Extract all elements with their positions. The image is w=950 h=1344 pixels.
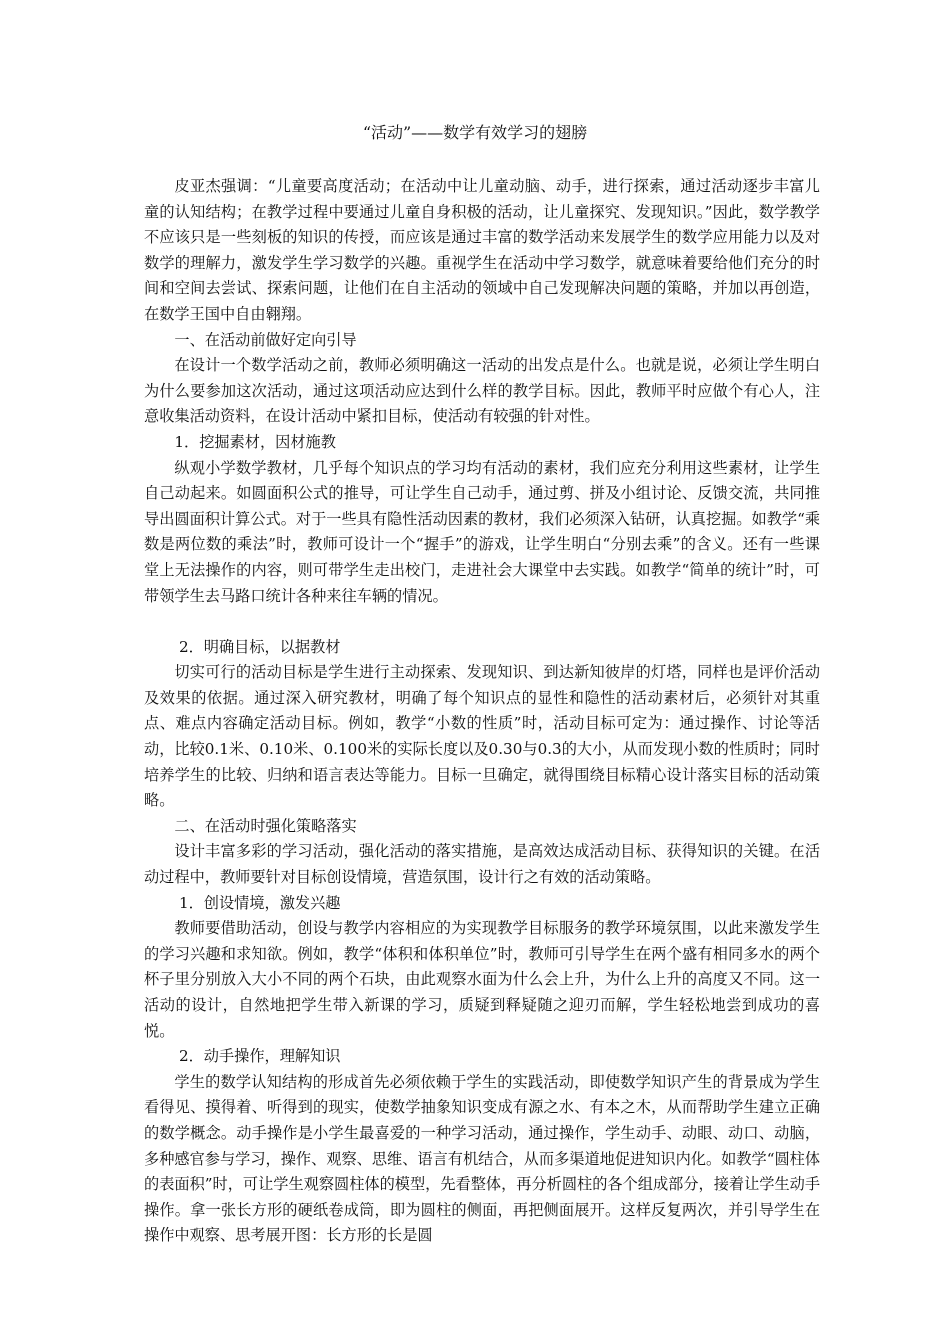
paragraph: 切实可行的活动目标是学生进行主动探索、发现知识、到达新知彼岸的灯塔，同样也是评价活动及效果的依据。通过深入研究教材，明确了每个知识点的显性和隐性的活动素材后，必须针对其重点、难点内容确定活动目标。例如，教学“小数的性质”时，活动目标可定为：通过操作、讨论等活动，比较0.1米、0.10米、0.100米的实际长度以及0.30与0.3的大小，从而发现小数的性质时；同时培养学生的比较、归纳和语言表达等能力。目标一旦确定，就得围绕目标精心设计落实目标的活动策略。 [144,663,820,810]
subsection-heading-2-2: 2．动手操作，理解知识 [178,1047,341,1066]
subsection-heading-1-2: 2．明确目标，以据教材 [178,637,341,656]
section-heading-1: 一、在活动前做好定向引导 [174,330,357,349]
section-heading-2: 二、在活动时强化策略落实 [174,816,357,835]
paragraph: 教师要借助活动，创设与教学内容相应的为实现教学目标服务的教学环境氛围，以此来激发学生的学习兴趣和求知欲。例如，教学“体积和体积单位”时，教师可引导学生在两个盛有相同多水的两个杯子里分别放入大小不同的两个石块，由此观察水面为什么会上升，为什么上升的高度又不同。这一活动的设计，自然地把学生带入新课的学习，质疑到释疑随之迎刃而解，学生轻松地尝到成功的喜悦。 [144,919,820,1040]
paragraph: 在设计一个数学活动之前，教师必须明确这一活动的出发点是什么。也就是说，必须让学生明白为什么要参加这次活动，通过这项活动应达到什么样的教学目标。因此，教师平时应做个有心人，注意收集活动资料，在设计活动中紧扣目标，使活动有较强的针对性。 [144,356,820,426]
paragraph: 设计丰富多彩的学习活动，强化活动的落实措施，是高效达成活动目标、获得知识的关键。在活动过程中，教师要针对目标创设情境，营造氛围，设计行之有效的活动策略。 [144,842,820,887]
subsection-heading-2-1: 1．创设情境，激发兴趣 [178,893,341,912]
paragraph-intro: 皮亚杰强调：“儿童要高度活动；在活动中让儿童动脑、动手，进行探索，通过活动逐步丰富儿童的认知结构；在教学过程中要通过儿童自身积极的活动，让儿童探究、发现知识。”因此，数学教学不应该只是一些刻板的知识的传授，而应该是通过丰富的数学活动来发展学生的数学应用能力以及对数学的理解力，激发学生学习数学的兴趣。重视学生在活动中学习数学，就意味着要给他们充分的时间和空间去尝试、探索问题，让他们在自主活动的领域中自己发现解决问题的策略，并加以再创造，在数学王国中自由翱翔。 [144,177,820,323]
document-body [144,174,820,1249]
paragraph: 学生的数学认知结构的形成首先必须依赖于学生的实践活动，即使数学知识产生的背景成为学生看得见、摸得着、听得到的现实，使数学抽象知识变成有源之水、有本之木，从而帮助学生建立正确的数学概念。动手操作是小学生最喜爱的一种学习活动，通过操作，学生动手、动眼、动口、动脑，多种感官参与学习，操作、观察、思维、语言有机结合，从而多渠道地促进知识内化。如教学“圆柱体的表面积”时，可让学生观察圆柱体的模型，先看整体，再分析圆柱的各个组成部分，接着让学生动手操作。拿一张长方形的硬纸卷成筒，即为圆柱的侧面，再把侧面展开。这样反复两次，并引导学生在操作中观察、思考展开图：长方形的长是圆 [144,1072,821,1245]
document-title: “活动”——数学有效学习的翅膀 [362,123,588,142]
subsection-heading-1-1: 1．挖掘素材，因材施教 [174,432,336,451]
paragraph: 纵观小学数学教材，几乎每个知识点的学习均有活动的素材，我们应充分利用这些素材，让学生自己动起来。如圆面积公式的推导，可让学生自己动手，通过剪、拼及小组讨论、反馈交流，共同推导出圆面积计算公式。对于一些具有隐性活动因素的教材，我们必须深入钻研，认真挖掘。如教学“乘数是两位数的乘法”时，教师可设计一个“握手”的游戏，让学生明白“分别去乘”的含义。还有一些课堂上无法操作的内容，则可带学生走出校门，走进社会大课堂中去实践。如教学“简单的统计”时，可带领学生去马路口统计各种来往车辆的情况。 [144,458,821,605]
